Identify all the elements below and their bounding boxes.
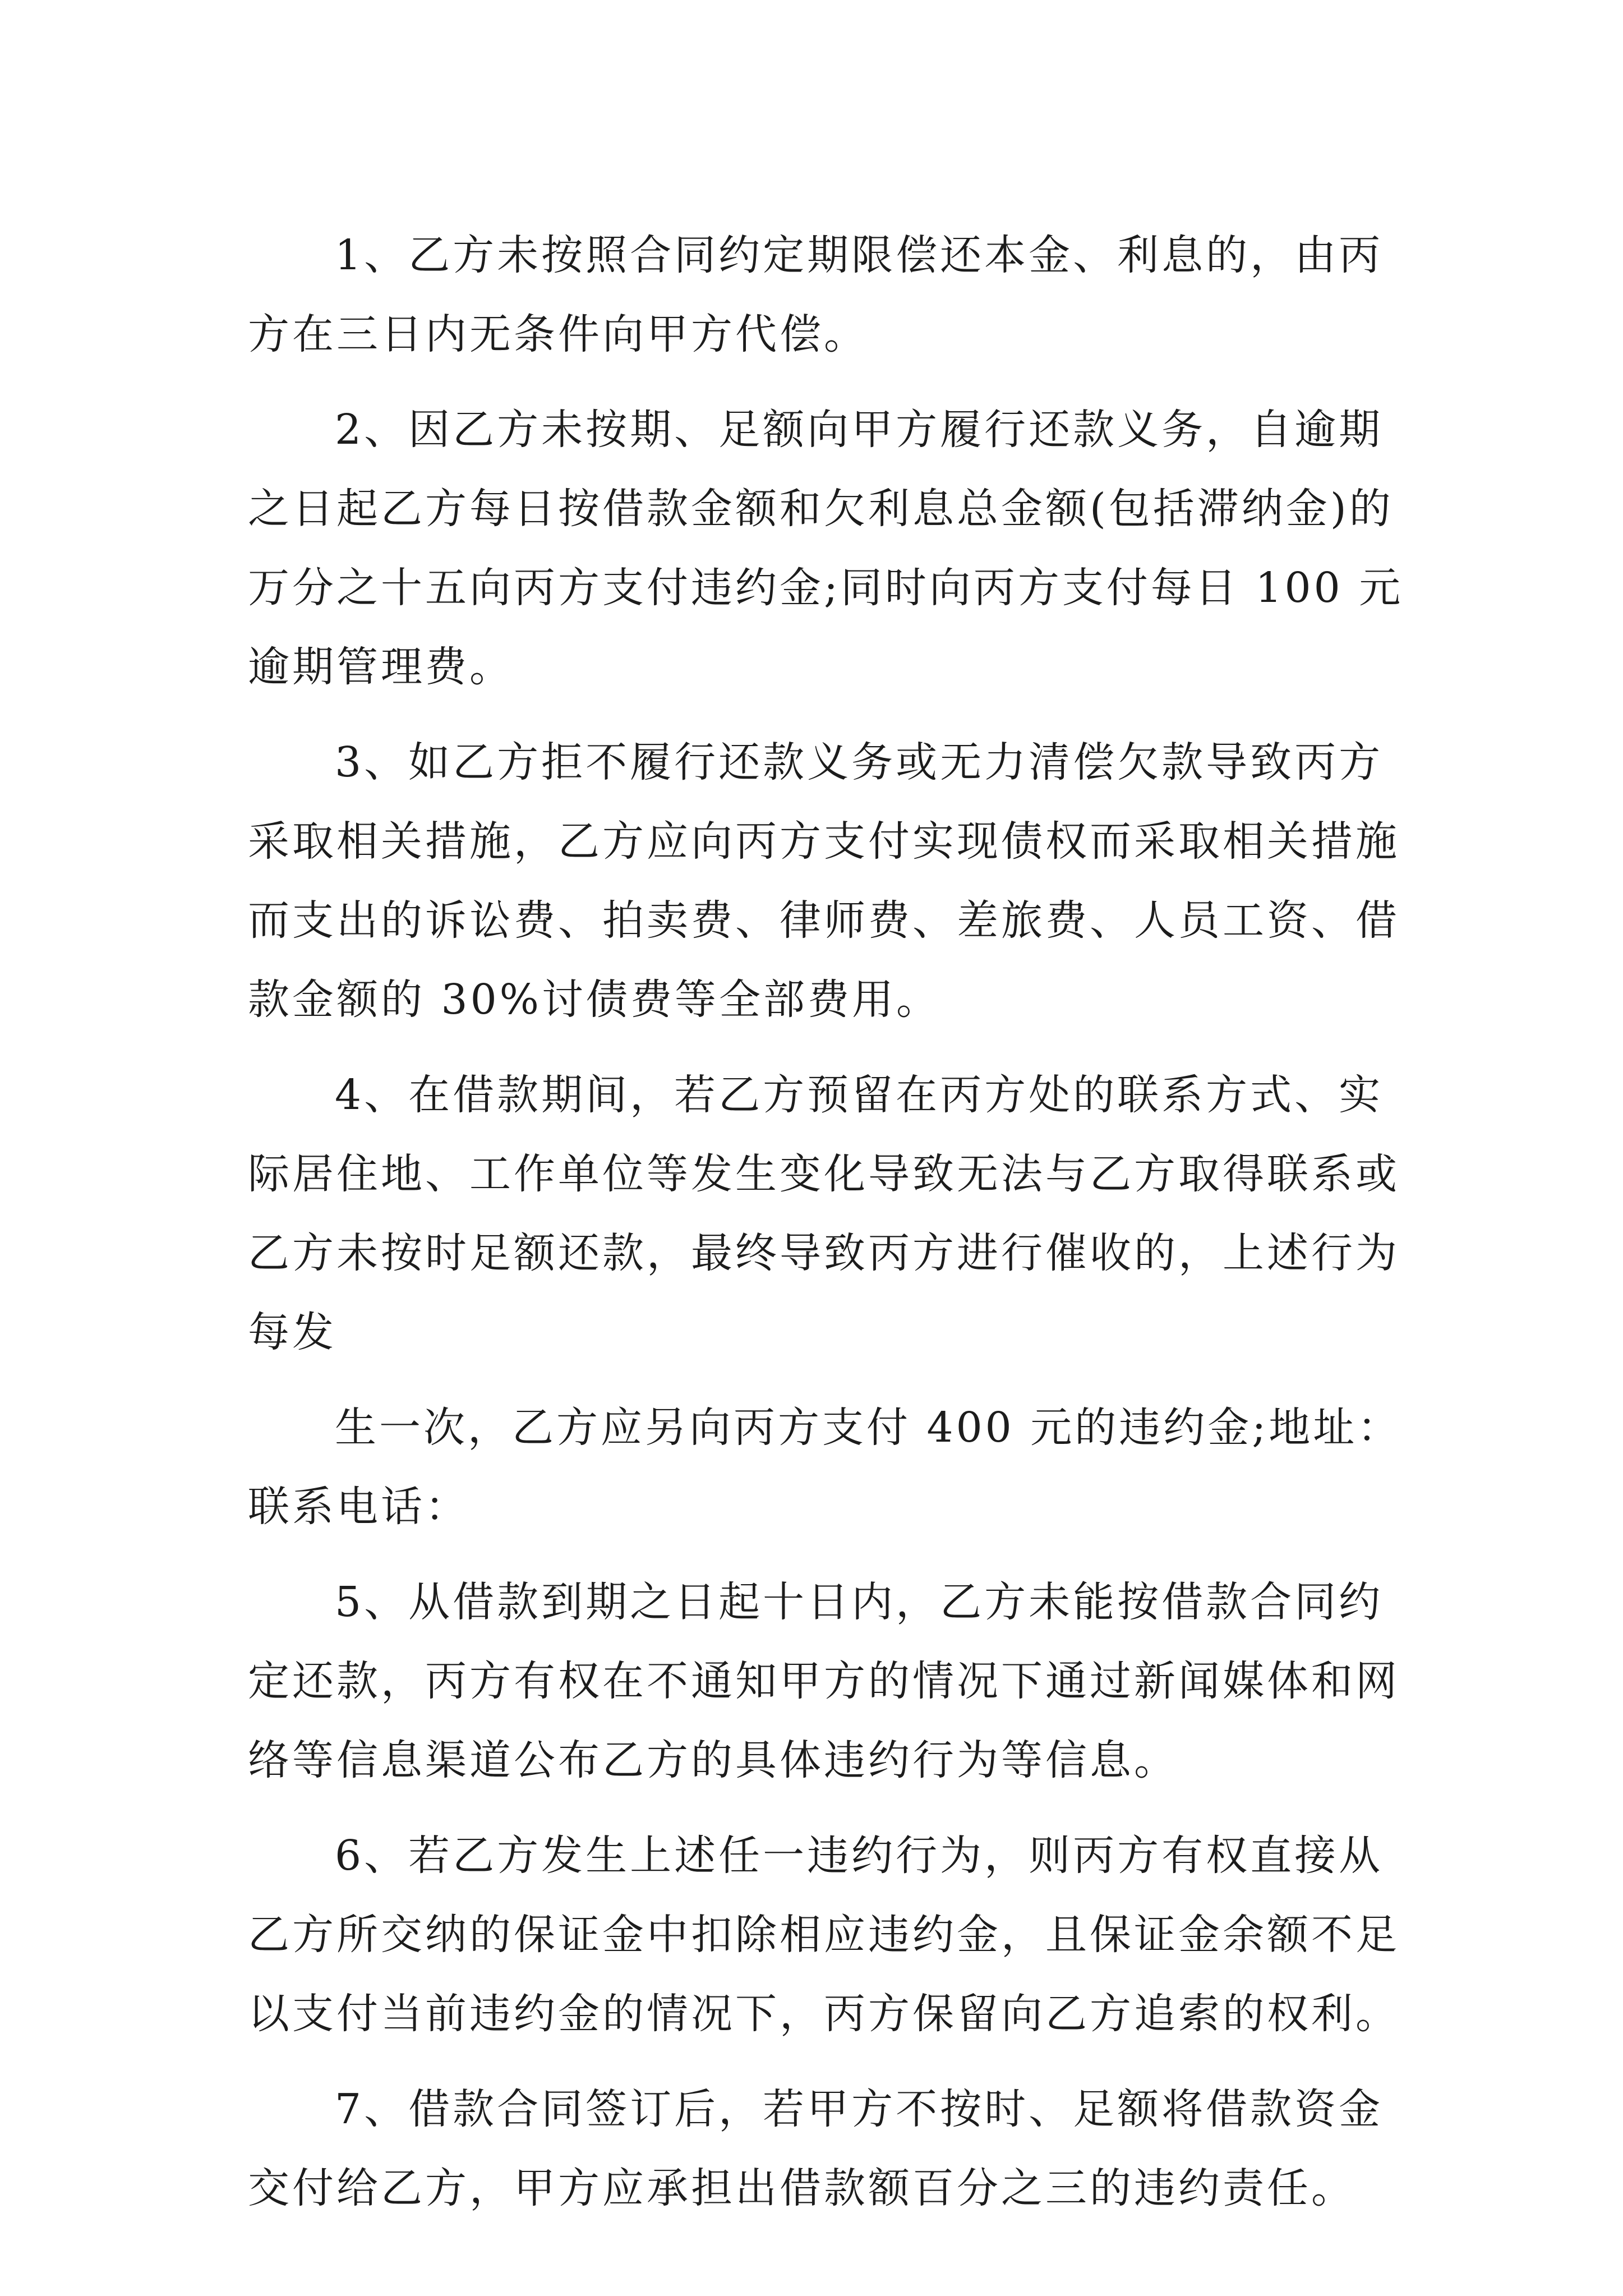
paragraph-3: [248, 723, 1414, 1039]
paragraph-line: 乙方所交纳的保证金中扣除相应违约金，且保证金余额不足: [248, 1911, 1400, 1959]
paragraph-5: [248, 1563, 1414, 1800]
paragraph-spacer: [248, 1039, 1414, 1056]
paragraph-line: 3、如乙方拒不履行还款义务或无力清偿欠款导致丙方: [335, 738, 1384, 786]
paragraph-line: 生一次，乙方应另向丙方支付 400 元的违约金;地址：: [335, 1404, 1402, 1452]
paragraph-line: 款金额的 30%讨债费等全部费用。: [248, 976, 940, 1024]
paragraph-2: [248, 390, 1414, 707]
paragraph-line: 以支付当前违约金的情况下，丙方保留向乙方追索的权利。: [248, 1990, 1400, 2038]
paragraph-line: 定还款，丙方有权在不通知甲方的情况下通过新闻媒体和网: [248, 1657, 1400, 1705]
paragraph-line: 4、在借款期间，若乙方预留在丙方处的联系方式、实: [335, 1071, 1384, 1119]
paragraph-1: [248, 216, 1414, 374]
paragraph-4-continued: [248, 1388, 1414, 1547]
paragraph-line: 万分之十五向丙方支付违约金;同时向丙方支付每日 100 元: [248, 564, 1404, 612]
paragraph-spacer: [248, 707, 1414, 723]
document-body: [248, 216, 1414, 2228]
paragraph-line: 络等信息渠道公布乙方的具体违约行为等信息。: [248, 1736, 1178, 1784]
paragraph-line: 联系电话：: [248, 1483, 469, 1531]
paragraph-4: [248, 1056, 1414, 1372]
paragraph-line: 之日起乙方每日按借款金额和欠利息总金额(包括滞纳金)的: [248, 485, 1394, 533]
paragraph-line: 5、从借款到期之日起十日内，乙方未能按借款合同约: [335, 1578, 1384, 1626]
paragraph-line: 乙方未按时足额还款，最终导致丙方进行催收的，上述行为: [248, 1229, 1400, 1277]
paragraph-line: 逾期管理费。: [248, 643, 514, 691]
paragraph-spacer: [248, 1800, 1414, 1816]
paragraph-line: 7、借款合同签订后，若甲方不按时、足额将借款资金: [335, 2085, 1384, 2133]
paragraph-line: 6、若乙方发生上述任一违约行为，则丙方有权直接从: [335, 1832, 1384, 1880]
paragraph-7: [248, 2070, 1414, 2228]
paragraph-line: 方在三日内无条件向甲方代偿。: [248, 310, 868, 358]
paragraph-line: 而支出的诉讼费、拍卖费、律师费、差旅费、人员工资、借: [248, 896, 1400, 945]
paragraph-line: 1、乙方未按照合同约定期限偿还本金、利息的，由丙: [335, 231, 1384, 279]
paragraph-spacer: [248, 374, 1414, 390]
paragraph-spacer: [248, 2054, 1414, 2070]
paragraph-6: [248, 1816, 1414, 2054]
paragraph-line: 交付给乙方，甲方应承担出借款额百分之三的违约责任。: [248, 2164, 1355, 2212]
paragraph-line: 际居住地、工作单位等发生变化导致无法与乙方取得联系或: [248, 1150, 1400, 1198]
paragraph-line: 采取相关措施，乙方应向丙方支付实现债权而采取相关措施: [248, 817, 1400, 866]
paragraph-spacer: [248, 1547, 1414, 1563]
paragraph-spacer: [248, 1372, 1414, 1388]
paragraph-line: 每发: [248, 1308, 336, 1356]
paragraph-line: 2、因乙方未按期、足额向甲方履行还款义务，自逾期: [335, 406, 1384, 454]
